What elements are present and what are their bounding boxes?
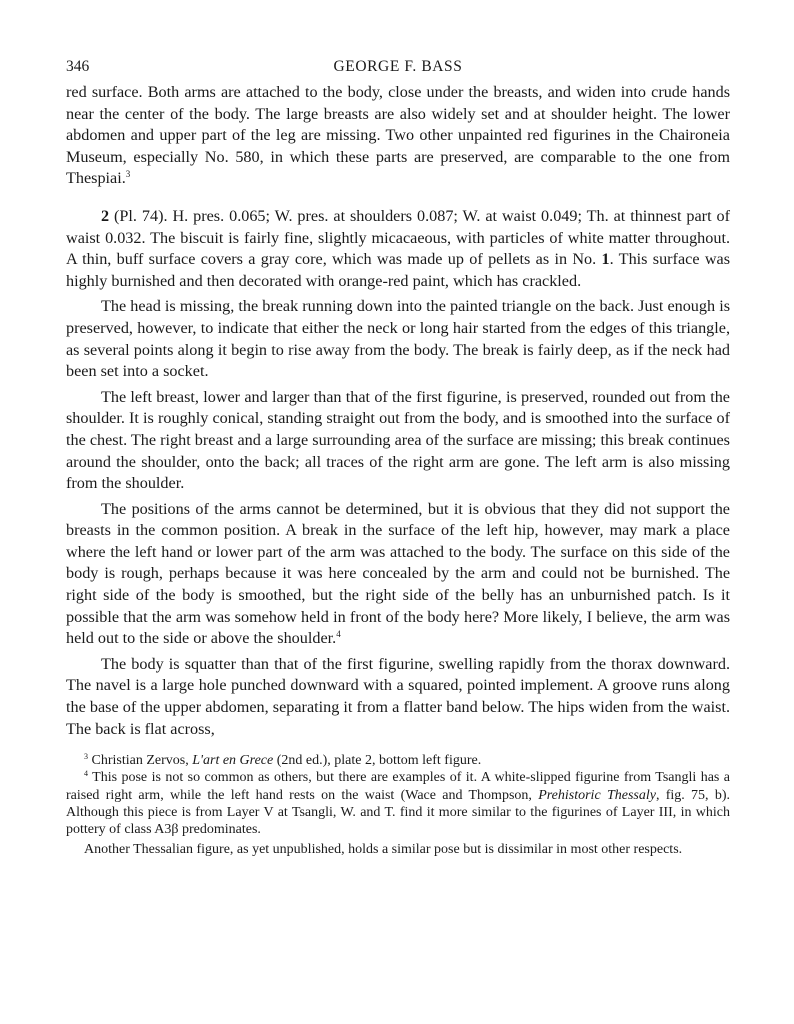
paragraph-6: The body is squatter than that of the first figurine, swelling rapidly from the thorax downward. The navel is a large hole punched downward with a squared, pointed implement. A groove runs along the base of the upper abdomen, separating it from a flatter band below. The hips widen from the waist. The back is flat across, [66,654,730,738]
catalog-entry-2: 2 (Pl. 74). H. pres. 0.065; W. pres. at shoulders 0.087; W. at waist 0.049; Th. at thinnest part of waist 0.032. The biscuit is fairly fine, slightly micacaeous, with particles of white matter throughout. A thin, buff surface covers a gray core, which was made up of pellets as in No. 1. This surface was highly burnished and then decorated with orange-red paint, which has crackled. [66,206,730,290]
catalog-cross-ref: 1 [601,250,610,269]
running-head [66,58,730,82]
paragraph-3: The head is missing, the break running down into the painted triangle on the back. Just enough is preserved, however, to indicate that either the neck or long hair started from the edges of this triangle, as several points along it begin to rise away from the body. The break is fairly deep, as if the neck had been set into a socket. [66,297,730,381]
footnote-4: $^4$ This pose is not so common as others, but there are examples of it. A white-slipped figurine from Tsangli has a raised right arm, while the left hand rests on the waist (Wace and Thompson, Prehistoric Thessaly, fig. 75, b). Although this piece is from Layer V at Tsangli, W. and T. find it more similar to the figurines of Layer III, in which pottery of class A3β predominates. [66,769,731,838]
footnote-mark: 4 [84,769,88,779]
footnote-3: $^3$ Christian Zervos, L'art en Grece (2nd ed.), plate 2, bottom left figure. [84,752,482,769]
cited-title: L'art en Grece [192,753,274,769]
footnote-4-continued: Another Thessalian figure, as yet unpublished, holds a similar pose but is dissimilar in most other respects. [84,842,683,858]
page-number: 346 [66,58,90,75]
body-text [66,82,730,740]
running-head-author: GEORGE F. BASS [333,58,463,75]
catalog-number: 2 [101,206,110,225]
page [66,58,730,858]
paragraph-5: The positions of the arms cannot be determined, but it is obvious that they did not support the breasts in the common position. A break in the surface of the left hip, however, may mark a place where the left hand or lower part of the arm was attached to the body. The surface on this side of the body is rough, perhaps because it was here concealed by the arm and could not be burnished. The right side of the body is smoothed, but the right side of the belly has an unburnished patch. Is it possible that the arm was somehow held in front of the body here? More likely, I believe, the arm was held out to the side or above the shoulder.$^4$ [66,499,730,648]
footnote-mark: 3 [84,752,88,762]
paragraph-4: The left breast, lower and larger than that of the first figurine, is preserved, rounded out from the shoulder. It is roughly conical, standing straight out from the body, and is smoothed into the surface of the chest. The right breast and a large surrounding area of the surface are missing; this break continues around the shoulder, onto the back; all traces of the right arm are gone. The left arm is also missing from the shoulder. [66,387,730,493]
cited-title: Prehistoric Thessaly [538,787,656,803]
footnote-ref-4[interactable]: 4 [336,629,341,640]
paragraph-1: red surface. Both arms are attached to the body, close under the breasts, and widen into crude hands near the center of the body. The large breasts are also widely set and at shoulder height. The lower abdomen and upper part of the leg are missing. Two other unpainted red figurines in the Chaironeia Museum, especially No. 580, in which these parts are preserved, are comparable to the one from Thespiai.$^3$ [66,83,730,188]
footnotes [66,752,730,858]
footnote-ref-3[interactable]: 3 [125,169,131,180]
